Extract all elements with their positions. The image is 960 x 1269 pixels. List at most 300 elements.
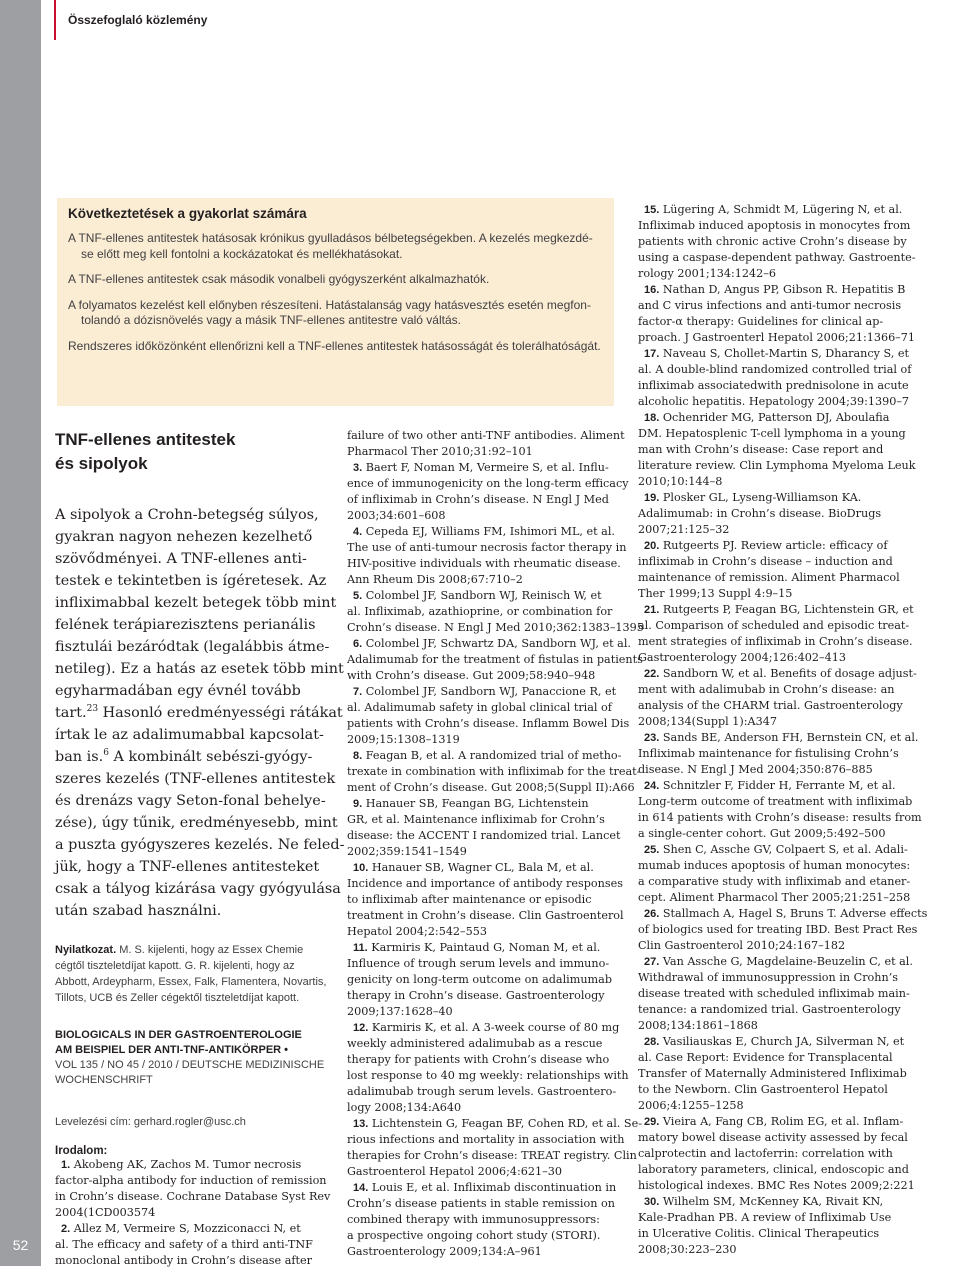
reference-text: using a caspase-dependent pathway. Gastroente- (638, 251, 916, 264)
reference-number: 3. (353, 462, 363, 474)
reference-line (55, 1253, 340, 1269)
reference-number: 9. (353, 798, 363, 810)
reference-number: 15. (644, 204, 660, 216)
reference-line (347, 492, 619, 508)
reference-line (347, 652, 643, 668)
reference-item (347, 460, 629, 524)
reference-line (638, 1242, 908, 1258)
reference-line (638, 346, 908, 362)
references-heading: Irodalom: (55, 1145, 108, 1157)
reference-line (638, 1114, 908, 1130)
reference-text: cept. Aliment Pharmacol Ther 2005;21:251–258 (638, 891, 911, 904)
references-list-right (638, 202, 928, 1258)
reference-text: disease treated with scheduled infliximab main- (638, 987, 910, 1000)
reference-line (638, 1018, 908, 1034)
reference-line (638, 682, 908, 698)
reference-text: 2010;10:144–8 (638, 475, 723, 488)
reference-text: calprotectin and lactoferrin: correlation with (638, 1147, 893, 1160)
body-text-fragment: A kombinált sebészi-gyógy- (108, 749, 313, 765)
reference-line (347, 1180, 619, 1196)
reference-item (638, 1114, 915, 1194)
reference-line (638, 298, 908, 314)
reference-number: 28. (644, 1036, 660, 1048)
reference-text: Wilhelm SM, McKenney KA, Rivait KN, (662, 1195, 884, 1208)
article-title (55, 428, 340, 475)
reference-line (638, 266, 908, 282)
reference-item (55, 1221, 340, 1269)
reference-number: 2. (61, 1223, 71, 1235)
reference-line (347, 1052, 619, 1068)
reference-text: Shen C, Assche GV, Colpaert S, et al. Adali- (662, 843, 908, 856)
reference-item (347, 684, 630, 748)
reference-item (638, 490, 908, 538)
reference-item (347, 428, 625, 460)
reference-text: matory bowel disease activity assessed by fecal (638, 1131, 908, 1144)
reference-text: Colombel JF, Sandborn WJ, Panaccione R, et (365, 685, 617, 698)
reference-text: literature review. Clin Lymphoma Myeloma Leuk (638, 459, 916, 472)
reference-line (55, 1221, 340, 1237)
body-line: felének terápiarezisztens perianális (55, 617, 316, 633)
reference-text: 2009;15:1308–1319 (347, 733, 460, 746)
body-line: A sipolyok a Crohn-betegség súlyos, (55, 507, 319, 523)
reference-item (638, 954, 913, 1034)
reference-line (638, 378, 908, 394)
reference-item (347, 860, 624, 940)
citation-superscript: 6 (103, 748, 109, 759)
reference-text: al. Infliximab, azathioprine, or combination for (347, 605, 613, 618)
reference-text: Colombel JF, Schwartz DA, Sandborn WJ, et al. (365, 637, 631, 650)
reference-line (638, 762, 908, 778)
reference-line (638, 858, 911, 874)
reference-line (638, 954, 913, 970)
reference-number: 27. (644, 956, 660, 968)
journal-info-line: WOCHENSCHRIFT (55, 1074, 153, 1086)
reference-line (347, 780, 635, 796)
reference-line (347, 892, 619, 908)
reference-number: 1. (61, 1159, 71, 1171)
summary-title: Következtetések a gyakorlat számára (68, 206, 307, 221)
reference-line (638, 394, 908, 410)
reference-text: Sands BE, Anderson FH, Bernstein CN, et al. (662, 731, 919, 744)
reference-line (638, 282, 908, 298)
reference-line (638, 538, 908, 554)
reference-number: 6. (353, 638, 363, 650)
reference-text: Adalimumab for the treatment of fistulas in patients (347, 653, 643, 666)
reference-line (638, 1210, 908, 1226)
citation-superscript: 23 (86, 704, 99, 715)
reference-line (638, 202, 908, 218)
reference-item (347, 636, 643, 684)
reference-text: Incidence and importance of antibody responses (347, 877, 623, 890)
reference-item (638, 906, 928, 954)
reference-item (638, 202, 916, 282)
reference-line (638, 1098, 908, 1114)
reference-number: 10. (353, 862, 369, 874)
reference-line (347, 1020, 619, 1036)
reference-line (638, 698, 908, 714)
reference-text: in 614 patients with Crohn’s disease: results from (638, 811, 922, 824)
summary-item (68, 272, 604, 288)
reference-text: Transfer of Maternally Administered Infliximab (638, 1067, 907, 1080)
reference-number: 30. (644, 1196, 660, 1208)
reference-number: 22. (644, 668, 660, 680)
reference-text: disease: the ACCENT I randomized trial. Lancet (347, 829, 621, 842)
reference-line (347, 828, 619, 844)
body-text-fragment: Hasonló eredményességi rátákat (98, 705, 343, 721)
reference-line (347, 764, 641, 780)
reference-line (638, 666, 917, 682)
reference-line (347, 444, 619, 460)
reference-line (638, 906, 928, 922)
reference-text: combined therapy with immunosuppressors: (347, 1213, 600, 1226)
reference-text: 2002;359:1541–1549 (347, 845, 467, 858)
body-line (55, 746, 340, 768)
reference-text: Ther 1999;13 Suppl 4:9–15 (638, 587, 793, 600)
reference-text: lost response to 40 mg weekly: relationships with (347, 1069, 629, 1082)
reference-text: al. Case Report: Evidence for Transplacental (638, 1051, 893, 1064)
summary-box (57, 198, 614, 406)
reference-line (347, 988, 619, 1004)
reference-line (638, 1002, 908, 1018)
reference-number: 25. (644, 844, 660, 856)
body-line: egyharmadában egy évnél tovább (55, 683, 301, 699)
reference-line (347, 1164, 619, 1180)
reference-text: therapies for Crohn’s disease: TREAT registry. Clin (347, 1149, 637, 1162)
summary-item-line: A folyamatos kezelést kell előnyben részesíteni. Hatástalanság vagy hatásvesztés esetén megfon- (68, 297, 591, 312)
page-sidebar (0, 0, 41, 1266)
header-accent-rule (54, 0, 56, 40)
reference-line (638, 634, 913, 650)
reference-line (638, 746, 908, 762)
body-line: és drenázs vagy Seton-fonal behelye- (55, 793, 326, 809)
body-line (55, 702, 343, 724)
reference-text: Crohn’s disease patients in stable remission on (347, 1197, 615, 1210)
reference-item (347, 1180, 619, 1260)
summary-item-line: Rendszeres időközönként ellenőrizni kell a TNF-ellenes antitestek hatásosságát és tolerálhatóságát. (68, 338, 601, 353)
reference-line (638, 490, 908, 506)
reference-text: al. Comparison of scheduled and episodic treat- (638, 619, 910, 632)
reference-text: Lügering A, Schmidt M, Lügering N, et al. (662, 203, 903, 216)
reference-line (347, 1068, 629, 1084)
reference-text: failure of two other anti-TNF antibodies. Aliment (347, 429, 625, 442)
reference-line (638, 458, 916, 474)
reference-line (638, 410, 908, 426)
reference-line (638, 778, 908, 794)
reference-line (347, 1004, 619, 1020)
reference-number: 4. (353, 526, 363, 538)
reference-text: Colombel JF, Sandborn WJ, Reinisch W, et (365, 589, 602, 602)
reference-line (638, 986, 908, 1002)
reference-text: 2003;34:601–608 (347, 509, 446, 522)
summary-item-line: se előtt meg kell fontolni a kockázatokat és mellékhatásokat. (81, 246, 403, 261)
reference-line (55, 1173, 340, 1189)
reference-text: laboratory parameters, clinical, endoscopic and (638, 1163, 909, 1176)
reference-line (638, 1194, 908, 1210)
reference-text: Ochenrider MG, Patterson DJ, Aboulafia (662, 411, 890, 424)
reference-text: in Crohn’s disease. Cochrane Database Syst Rev (55, 1190, 331, 1203)
references-list-left (55, 1157, 340, 1269)
reference-item (638, 1194, 908, 1258)
reference-line (347, 620, 644, 636)
correspondence-address: Levelezési cím: gerhard.rogler@usc.ch (55, 1116, 246, 1128)
reference-number: 18. (644, 412, 660, 424)
reference-line (347, 1084, 619, 1100)
body-line: írtak le az adalimumabbal kapcsolat- (55, 727, 324, 743)
article-body (55, 504, 345, 922)
reference-text: with Crohn’s disease. Gut 2009;58:940–948 (347, 669, 596, 682)
reference-text: Allez M, Vermeire S, Mozziconacci N, et (73, 1222, 301, 1235)
reference-text: ment of Crohn’s disease. Gut 2008;5(Suppl II):A66 (347, 781, 635, 794)
reference-text: Gastroenterology 2009;134:A–961 (347, 1245, 542, 1258)
references-list-middle (347, 428, 644, 1260)
page-number: 52 (12, 1237, 29, 1253)
reference-text: 2009;137:1628–40 (347, 1005, 453, 1018)
german-title-block (55, 1028, 340, 1088)
reference-line (638, 250, 916, 266)
reference-item (638, 778, 922, 842)
reference-text: treatment in Crohn’s disease. Clin Gastroenterol (347, 909, 624, 922)
reference-line (638, 474, 908, 490)
reference-text: Long-term outcome of treatment with infliximab (638, 795, 913, 808)
reference-text: therapy in Crohn’s disease. Gastroenterology (347, 989, 605, 1002)
reference-line (55, 1205, 340, 1221)
reference-text: ment with adalimubab in Crohn’s disease: an (638, 683, 895, 696)
reference-text: al. The efficacy and safety of a third anti-TNF (55, 1238, 313, 1251)
reference-text: Withdrawal of immunosuppression in Crohn’s (638, 971, 898, 984)
reference-item (347, 1116, 642, 1180)
reference-line (638, 586, 908, 602)
reference-text: Karmiris K, Paintaud G, Noman M, et al. (371, 941, 601, 954)
reference-text: Karmiris K, et al. A 3-week course of 80 mg (371, 1021, 620, 1034)
body-text-fragment: ban is. (55, 749, 104, 765)
reference-text: tenance: a randomized trial. Gastroenterology (638, 1003, 901, 1016)
german-title-line: BIOLOGICALS IN DER GASTROENTEROLOGIE (55, 1029, 302, 1041)
reference-number: 20. (644, 540, 660, 552)
reference-line (347, 1116, 642, 1132)
reference-text: HIV-positive individuals with rheumatic disease. (347, 557, 621, 570)
reference-text: analysis of the CHARM trial. Gastroenterology (638, 699, 903, 712)
reference-text: The use of anti-tumour necrosis factor therapy in (347, 541, 627, 554)
reference-text: Crohn’s disease. N Engl J Med 2010;362:1383–1395 (347, 621, 644, 634)
reference-number: 7. (353, 686, 363, 698)
reference-item (638, 602, 914, 666)
reference-text: man with Crohn’s disease: Case report and (638, 443, 884, 456)
disclosure-line (55, 942, 340, 958)
reference-item (638, 282, 916, 346)
reference-line (347, 572, 619, 588)
reference-line (638, 570, 908, 586)
reference-number: 23. (644, 732, 660, 744)
reference-line (347, 956, 619, 972)
body-line: zése), úgy tűnik, eredményesebb, mint (55, 815, 338, 831)
reference-text: adalimubab trough serum levels. Gastroentero- (347, 1085, 617, 1098)
reference-item (638, 1034, 908, 1114)
reference-line (347, 556, 619, 572)
reference-item (347, 524, 627, 588)
reference-text: Adalimumab: in Crohn’s disease. BioDrugs (638, 507, 882, 520)
reference-text: al. A double-blind randomized controlled trial of (638, 363, 912, 376)
reference-text: 2008;30:223–230 (638, 1243, 737, 1256)
reference-line (638, 810, 922, 826)
reference-number: 12. (353, 1022, 369, 1034)
reference-line (347, 700, 619, 716)
reference-text: alcoholic hepatitis. Hepatology 2004;39:1390–7 (638, 395, 910, 408)
reference-text: disease. N Engl J Med 2004;350:876–885 (638, 763, 873, 776)
body-line: szövődményei. A TNF-ellenes anti- (55, 551, 307, 567)
reference-text: rious infections and mortality in association with (347, 1133, 625, 1146)
reference-number: 24. (644, 780, 660, 792)
reference-text: genicity on long-term outcome on adalimumab (347, 973, 612, 986)
reference-text: maintenance of remission. Aliment Pharmacol (638, 571, 900, 584)
reference-text: and C virus infections and anti-tumor necrosis (638, 299, 902, 312)
reference-item (638, 842, 911, 906)
reference-line (638, 1050, 908, 1066)
reference-text: Baert F, Noman M, Vermeire S, et al. Influ- (365, 461, 609, 474)
reference-line (638, 1178, 915, 1194)
reference-line (347, 716, 630, 732)
reference-line (347, 844, 619, 860)
reference-line (347, 796, 619, 812)
reference-line (347, 668, 619, 684)
reference-item (347, 748, 641, 796)
reference-line (638, 842, 908, 858)
reference-text: to infliximab after maintenance or episodic (347, 893, 592, 906)
reference-text: DM. Hepatosplenic T-cell lymphoma in a young (638, 427, 906, 440)
reference-line (347, 1036, 619, 1052)
article-title-line: és sipolyok (55, 453, 148, 473)
reference-text: Van Assche G, Magdelaine-Beuzelin C, et al. (662, 955, 913, 968)
reference-text: Schnitzler F, Fidder H, Ferrante M, et al. (662, 779, 896, 792)
reference-text: mumab induces apoptosis of human monocytes: (638, 859, 911, 872)
reference-text: Hanauer SB, Wagner CL, Bala M, et al. (371, 861, 594, 874)
reference-text: proach. J Gastroenterl Hepatol 2006;21:1366–71 (638, 331, 916, 344)
reference-line (347, 876, 623, 892)
reference-text: Gastroenterol Hepatol 2006;4:621–30 (347, 1165, 562, 1178)
disclosure-text: M. S. kijelenti, hogy az Essex Chemie (116, 944, 304, 956)
reference-line (638, 1130, 908, 1146)
reference-text: 2008;134:1861–1868 (638, 1019, 758, 1032)
reference-text: to the Newborn. Clin Gastroenterol Hepatol (638, 1083, 888, 1096)
reference-line (638, 330, 916, 346)
disclosure (55, 942, 340, 1006)
reference-line (347, 908, 624, 924)
reference-item (638, 410, 916, 490)
reference-text: Kale-Pradhan PB. A review of Infliximab Use (638, 1211, 892, 1224)
reference-line (347, 604, 619, 620)
reference-line (638, 1066, 908, 1082)
reference-item (638, 730, 919, 778)
reference-line (347, 508, 619, 524)
reference-text: Rutgeerts PJ. Review article: efficacy of (662, 539, 888, 552)
reference-text: in Ulcerative Colitis. Clinical Therapeutics (638, 1227, 880, 1240)
disclosure-label: Nyilatkozat. (55, 944, 117, 956)
reference-text: a prospective ongoing cohort study (STORI). (347, 1229, 601, 1242)
reference-text: infliximab in Crohn’s disease – induction and (638, 555, 893, 568)
reference-line (347, 1100, 619, 1116)
reference-line (638, 362, 912, 378)
reference-text: Infliximab maintenance for fistulising Crohn’s (638, 747, 899, 760)
reference-text: GR, et al. Maintenance infliximab for Crohn’s (347, 813, 605, 826)
reference-text: of infliximab in Crohn’s disease. N Engl J Med (347, 493, 609, 506)
reference-text: therapy for patients with Crohn’s disease who (347, 1053, 610, 1066)
reference-line (638, 970, 908, 986)
reference-line (347, 1196, 619, 1212)
reference-line (638, 1162, 908, 1178)
reference-text: trexate in combination with infliximab for the treat- (347, 765, 641, 778)
reference-line (638, 794, 913, 810)
summary-item-line: tolandó a dózisnövelés vagy a másik TNF-ellenes antitestre való váltás. (81, 313, 461, 327)
reference-text: weekly administered adalimubab as a rescue (347, 1037, 603, 1050)
reference-number: 26. (644, 908, 660, 920)
reference-text: Clin Gastroenterol 2010;24:167–182 (638, 939, 846, 952)
body-line: a puszta gyógyszeres kezelés. Ne feled- (55, 837, 345, 853)
reference-line (55, 1189, 340, 1205)
reference-line (638, 730, 919, 746)
reference-text: histological indexes. BMC Res Notes 2009;2:221 (638, 1179, 915, 1192)
reference-line (638, 506, 908, 522)
reference-text: Nathan D, Angus PP, Gibson R. Hepatitis B (662, 283, 906, 296)
reference-item (55, 1157, 340, 1221)
reference-line (347, 1212, 619, 1228)
reference-number: 14. (353, 1182, 369, 1194)
reference-text: Pharmacol Ther 2010;31:92–101 (347, 445, 533, 458)
reference-line (347, 636, 631, 652)
reference-line (638, 650, 908, 666)
reference-line (638, 218, 911, 234)
reference-text: of biologics used for treating IBD. Best Pract Res (638, 923, 918, 936)
reference-line (638, 1146, 908, 1162)
reference-line (347, 588, 619, 604)
article-title-line: TNF-ellenes antitestek (55, 430, 236, 449)
reference-text: 2007;21:125–32 (638, 523, 730, 536)
reference-line (638, 890, 911, 906)
reference-line (347, 428, 625, 444)
reference-line (347, 540, 627, 556)
reference-text: Hepatol 2004;2:542–553 (347, 925, 488, 938)
reference-item (347, 796, 619, 860)
reference-line (347, 812, 619, 828)
reference-item (638, 538, 908, 602)
reference-text: Ann Rheum Dis 2008;67:710–2 (347, 573, 523, 586)
summary-item-line: A TNF-ellenes antitestek csak második vonalbeli gyógyszerként alkalmazhatók. (68, 272, 490, 286)
summary-item (68, 339, 604, 355)
reference-line (347, 1228, 619, 1244)
reference-text: ence of immunogenicity on the long-term efficacy (347, 477, 629, 490)
reference-line (638, 234, 908, 250)
reference-item (347, 1020, 629, 1116)
body-line: netileg). Ez a hatás az esetek több mint (55, 661, 344, 677)
reference-line (347, 1244, 619, 1260)
reference-line (638, 554, 908, 570)
reference-text: Vieira A, Fang CB, Rolim EG, et al. Inflam- (662, 1115, 904, 1128)
reference-line (55, 1157, 340, 1173)
reference-text: Influence of trough serum levels and immuno- (347, 957, 610, 970)
reference-line (638, 314, 908, 330)
reference-text: Akobeng AK, Zachos M. Tumor necrosis (73, 1158, 302, 1171)
reference-line (347, 524, 619, 540)
reference-number: 5. (353, 590, 363, 602)
reference-text: factor-α therapy: Guidelines for clinical ap- (638, 315, 884, 328)
reference-text: al. Adalimumab safety in global clinical trial of (347, 701, 612, 714)
left-column (55, 428, 345, 1269)
disclosure-line: cégtől tiszteletdíjat kapott. G. R. kijelenti, hogy az (55, 960, 295, 972)
reference-number: 29. (644, 1116, 660, 1128)
reference-line (347, 1132, 625, 1148)
reference-text: patients with Crohn’s disease. Inflamm Bowel Dis (347, 717, 630, 730)
reference-line (638, 442, 908, 458)
reference-line (638, 826, 908, 842)
reference-text: factor-alpha antibody for induction of remission (55, 1174, 327, 1187)
